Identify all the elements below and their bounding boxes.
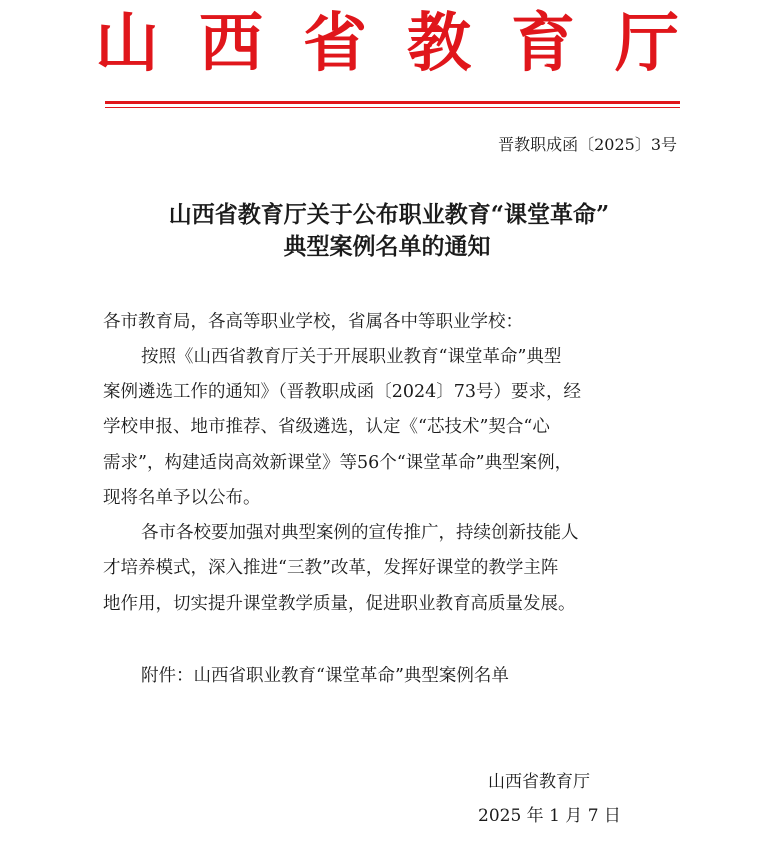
issuer-signature: 山西省教育厅 [488, 772, 590, 792]
salutation: 各市教育局，各高等职业学校，省属各中等职业学校： [103, 312, 523, 332]
masthead-title: 山西省教育厅 [95, 6, 719, 81]
notice-title-line-1: 山西省教育厅关于公布职业教育“课堂革命” [168, 201, 610, 228]
masthead-rule-thick [105, 101, 680, 104]
notice-title-line-2: 典型案例名单的通知 [283, 233, 491, 260]
masthead-rule-thin [105, 107, 680, 108]
paragraph-1-line: 按照《山西省教育厅关于开展职业教育“课堂革命”典型 [141, 347, 562, 367]
paragraph-1-line: 学校申报、地市推荐、省级遴选，认定《“芯技术”契合“心 [103, 417, 550, 437]
paragraph-1-line: 案例遴选工作的通知》（晋教职成函〔2024〕73号）要求，经 [103, 382, 582, 402]
paragraph-2-line: 才培养模式，深入推进“三教”改革，发挥好课堂的教学主阵 [103, 558, 559, 578]
attachment-line: 附件：山西省职业教育“课堂革命”典型案例名单 [141, 666, 509, 686]
paragraph-2-line: 各市各校要加强对典型案例的宣传推广，持续创新技能人 [141, 523, 579, 543]
paragraph-1-line: 需求”，构建适岗高效新课堂》等56个“课堂革命”典型案例， [103, 453, 573, 473]
document-number: 晋教职成函〔2025〕3号 [498, 135, 677, 154]
paragraph-2-line: 地作用，切实提升课堂教学质量，促进职业教育高质量发展。 [103, 594, 576, 614]
issue-date: 2025 年 1 月 7 日 [478, 806, 621, 826]
paragraph-1-line: 现将名单予以公布。 [103, 488, 261, 508]
